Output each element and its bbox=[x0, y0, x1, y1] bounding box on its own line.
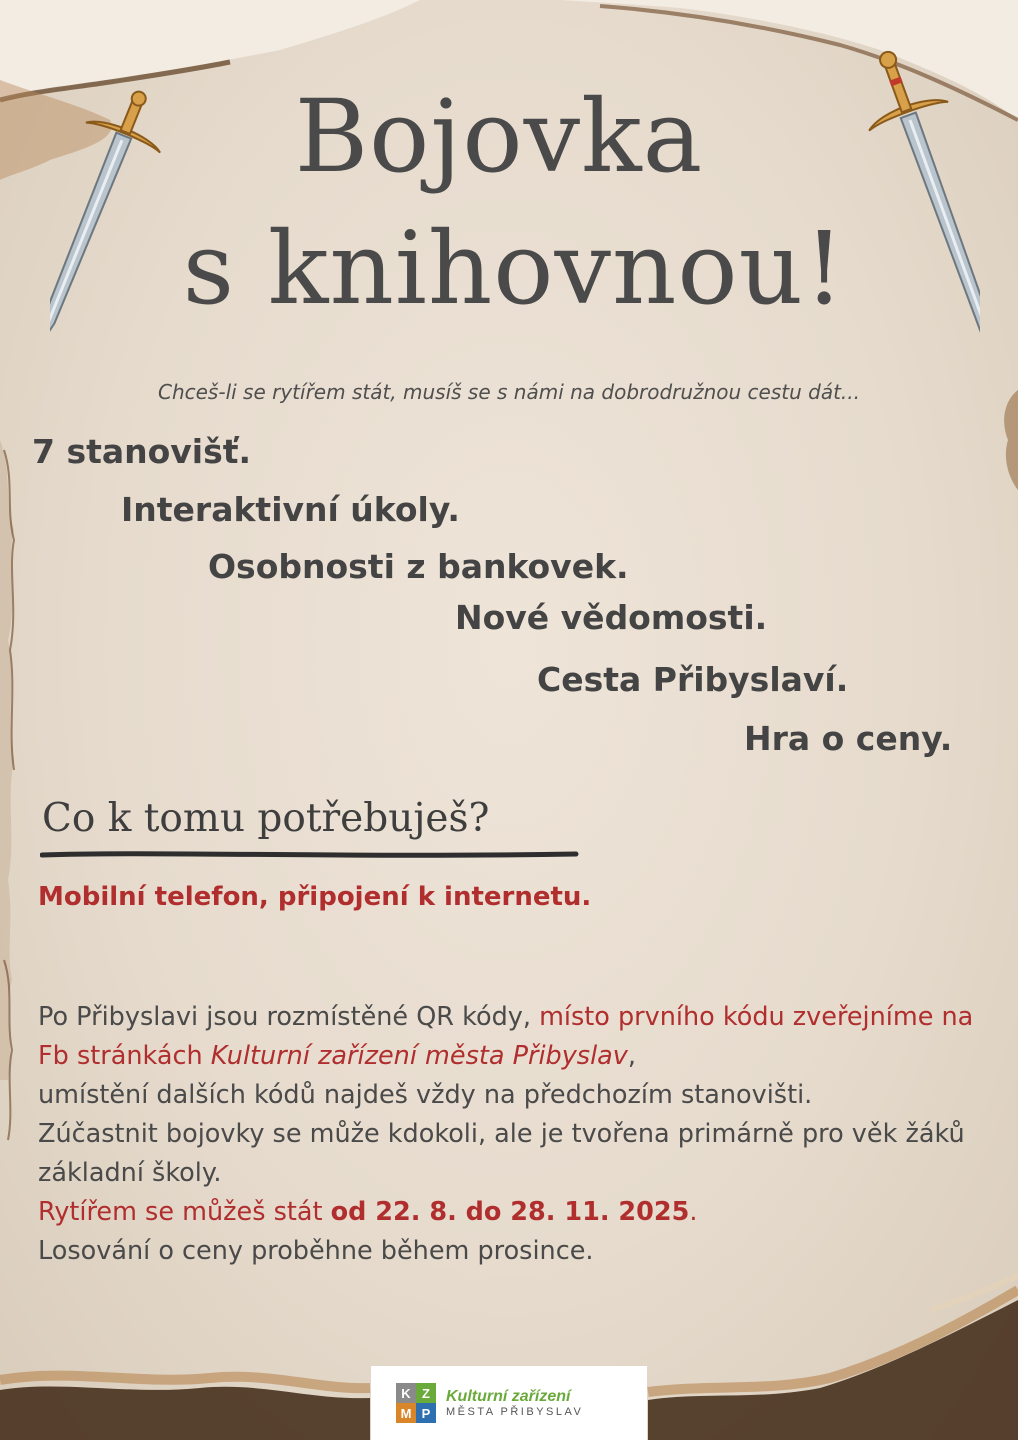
info-intro: Po Přibyslavi jsou rozmístěné QR kódy, bbox=[38, 1002, 540, 1032]
logo-letter-z: Z bbox=[416, 1383, 436, 1403]
info-dates-intro: Rytířem se můžeš stát bbox=[38, 1197, 331, 1227]
info-lottery: Losování o ceny proběhne během prosince. bbox=[38, 1236, 594, 1266]
info-dates: od 22. 8. do 28. 11. 2025 bbox=[330, 1197, 690, 1227]
logo-letter-p: P bbox=[416, 1403, 436, 1423]
logo-letter-k: K bbox=[396, 1383, 416, 1403]
point-route: Cesta Přibyslaví. bbox=[537, 660, 849, 699]
point-stations: 7 stanovišť. bbox=[32, 432, 252, 471]
point-banknotes: Osobnosti z bankovek. bbox=[208, 547, 629, 586]
logo-letter-m: M bbox=[396, 1403, 416, 1423]
info-next-codes: umístění dalších kódů najdeš vždy na předchozím stanovišti. bbox=[38, 1080, 813, 1110]
kzmp-logo bbox=[371, 1366, 647, 1440]
title-line-2: s knihovnou! bbox=[182, 210, 846, 327]
brush-underline bbox=[40, 848, 580, 862]
info-first-code: místo prvního kódu zveřejníme na Fb stránkách bbox=[38, 1002, 974, 1071]
info-text bbox=[38, 998, 998, 1271]
logo-name: Kulturní zařízení bbox=[446, 1388, 571, 1405]
info-dates-end: . bbox=[689, 1197, 698, 1227]
subtitle: Chceš-li se rytířem stát, musíš se s námi na dobrodružnou cestu dát... bbox=[157, 380, 860, 404]
point-knowledge: Nové vědomosti. bbox=[455, 598, 768, 637]
need-answer: Mobilní telefon, připojení k internetu. bbox=[38, 882, 592, 912]
info-fb-page: Kulturní zařízení města Přibyslav bbox=[210, 1041, 628, 1071]
point-prizes: Hra o ceny. bbox=[744, 719, 953, 758]
point-tasks: Interaktivní úkoly. bbox=[121, 490, 460, 529]
need-heading: Co k tomu potřebuješ? bbox=[42, 796, 490, 841]
info-participants: Zúčastnit bojovky se může kdokoli, ale je tvořena primárně pro věk žáků základní školy. bbox=[38, 1119, 965, 1188]
title-line-1: Bojovka bbox=[294, 78, 704, 195]
info-comma: , bbox=[627, 1041, 636, 1071]
logo-mark bbox=[396, 1383, 436, 1423]
logo-subtitle: MĚSTA PŘIBYSLAV bbox=[446, 1406, 584, 1418]
